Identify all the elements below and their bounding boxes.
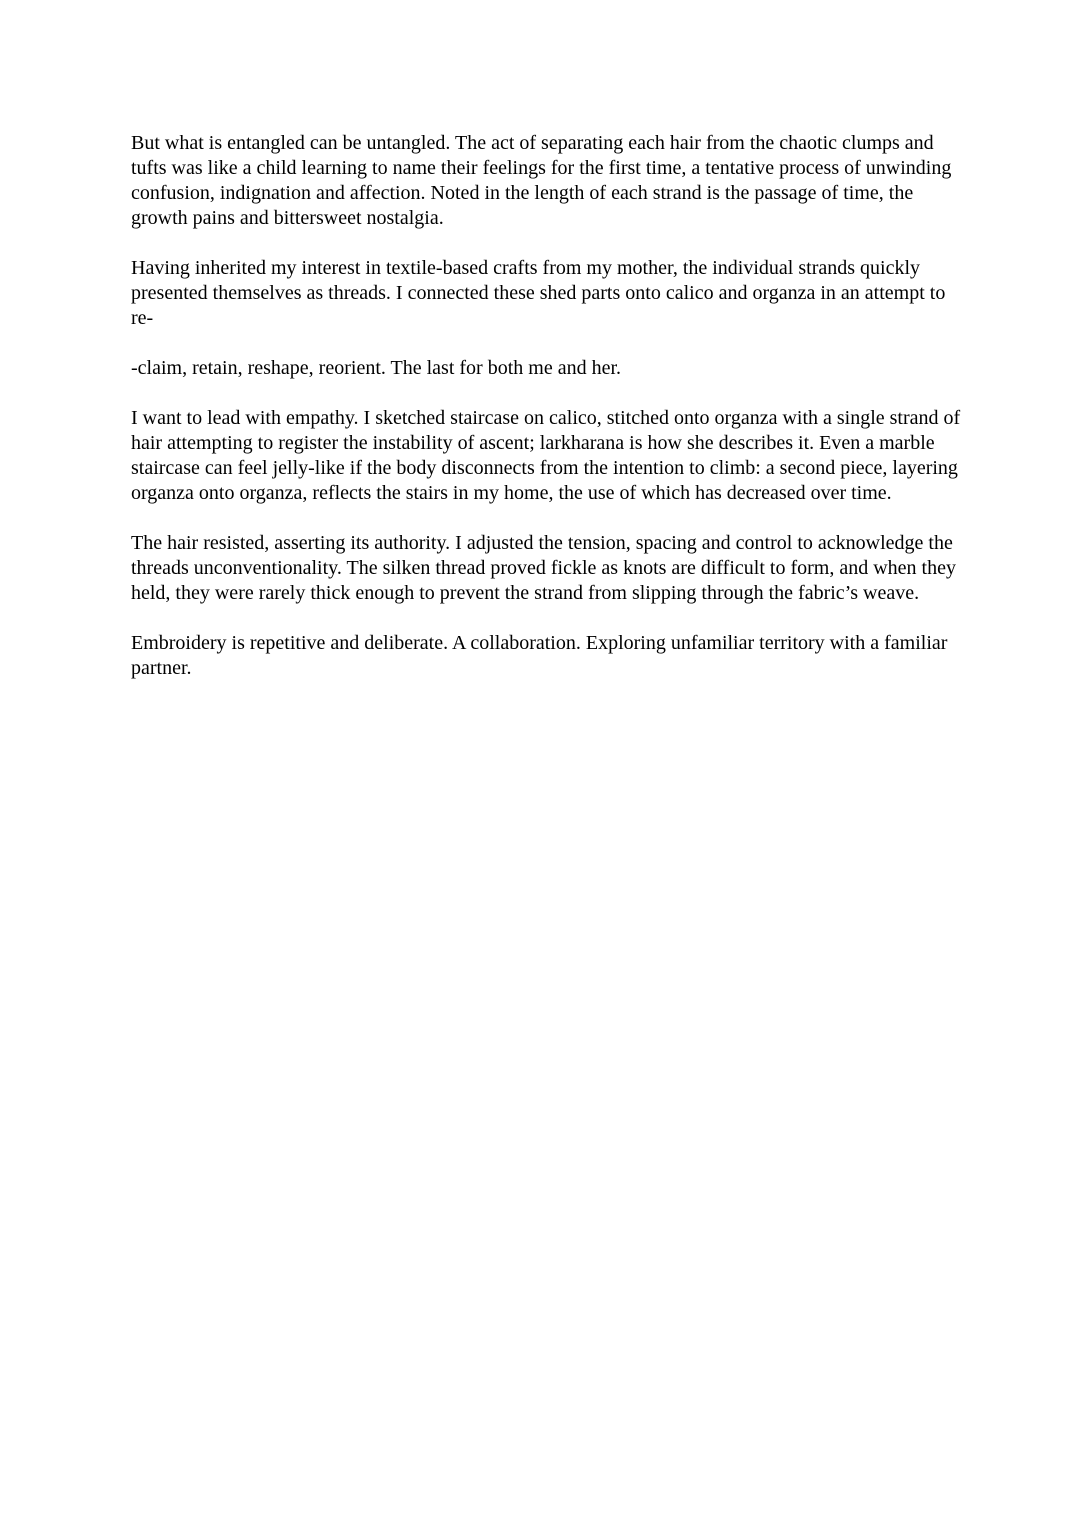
body-text <box>131 131 961 706</box>
paragraph-1: But what is entangled can be untangled. The act of separating each hair from the chaotic clumps and tufts was like a child learning to name their feelings for the first time, a tentative process of unwinding confusion, indignation and affection. Noted in the length of each strand is the passage of time, the growth pains and bittersweet nostalgia. <box>131 132 952 229</box>
paragraph-5: The hair resisted, asserting its authority. I adjusted the tension, spacing and control to acknowledge the threads unconventionality. The silken thread proved fickle as knots are difficult to form, and when they held, they were rarely thick enough to prevent the strand from slipping through the fabric’s weave. <box>131 532 956 604</box>
paragraph-2: Having inherited my interest in textile-based crafts from my mother, the individual strands quickly presented themselves as threads. I connected these shed parts onto calico and organza in an attempt to re- <box>131 257 946 329</box>
paragraph-3: -claim, retain, reshape, reorient. The last for both me and her. <box>131 357 621 379</box>
paragraph-6: Embroidery is repetitive and deliberate. A collaboration. Exploring unfamiliar territory with a familiar partner. <box>131 632 948 679</box>
paragraph-4: I want to lead with empathy. I sketched staircase on calico, stitched onto organza with a single strand of hair attempting to register the instability of ascent; larkharana is how she describes it. Even a marble staircase can feel jelly-like if the body disconnects from the intention to climb: a second piece, layering organza onto organza, reflects the stairs in my home, the use of which has decreased over time. <box>131 407 961 504</box>
